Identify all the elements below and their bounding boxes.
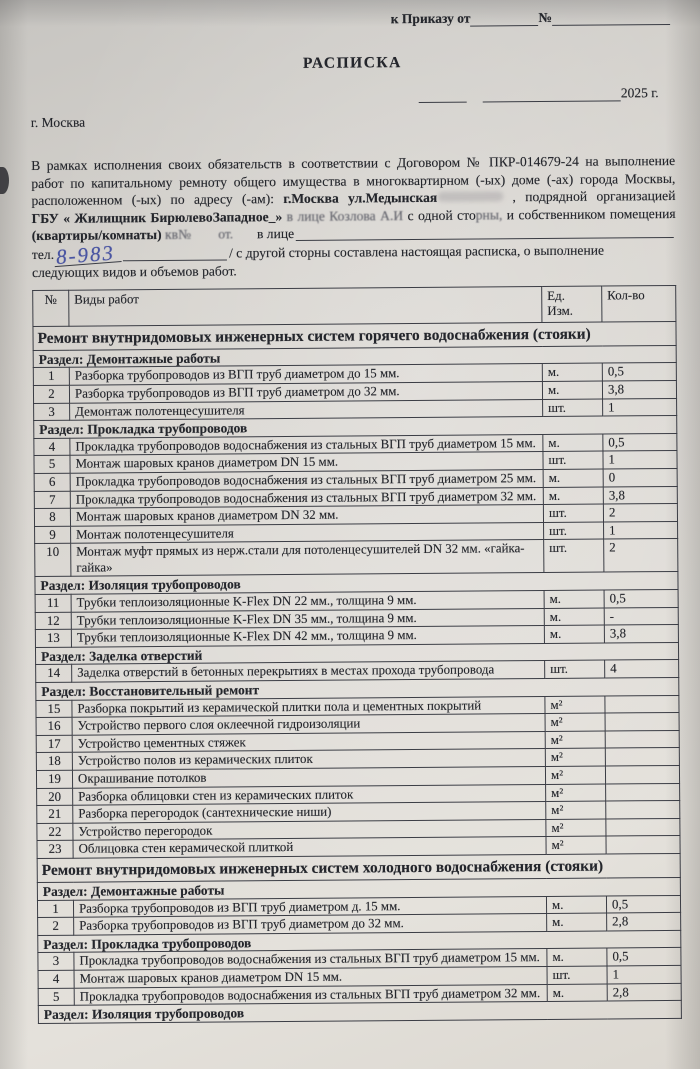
works-table-body — [33, 285, 682, 1023]
intro-line — [32, 259, 676, 282]
row-works: Разборка трубопроводов из ВГП труб диаметром до 32 мм. — [69, 381, 542, 402]
row-num: 16 — [36, 717, 72, 735]
row-works: Трубки теплоизоляционные K-Flex DN 35 мм., толщина 9 мм. — [71, 608, 544, 629]
text-segment: в лице — [256, 226, 295, 242]
row-works: Прокладка трубопроводов водоснабжения из стальных ВГП труб диаметром 15 мм. — [74, 949, 547, 970]
paper — [30, 9, 682, 1024]
row-unit: м. — [544, 608, 604, 626]
row-qty — [606, 801, 680, 819]
subsection-title: Раздел: Изоляция трубопроводов — [38, 1001, 681, 1024]
section-title: Ремонт внутнридомовых инженерных систем горячего водоснабжения (стояки) — [33, 321, 676, 350]
row-qty: 0 — [603, 468, 677, 486]
row-works: Окрашивание потолков — [72, 766, 545, 787]
row-qty: 0,5 — [603, 433, 677, 451]
row-num: 2 — [38, 917, 74, 935]
row-qty — [606, 818, 680, 836]
row-works: Прокладка трубопроводов водоснабжения из стальных ВГП труб диаметром 32 мм. — [74, 984, 547, 1005]
text-segment — [233, 226, 257, 244]
row-qty — [606, 783, 680, 801]
redacted-house-number — [437, 192, 503, 203]
smudged-text: рны, — [475, 207, 503, 223]
row-qty: 1 — [604, 521, 678, 539]
row-num: 17 — [36, 735, 72, 753]
row-unit: шт. — [543, 504, 603, 522]
row-unit: м. — [544, 625, 604, 643]
row-works: Прокладка трубопроводов водоснабжения из стальных ВГП труб диаметром 15 мм. — [70, 434, 543, 455]
row-num: 5 — [34, 456, 70, 474]
row-qty: 3,8 — [603, 486, 677, 504]
row-num: 9 — [35, 526, 71, 544]
row-qty: 3,8 — [602, 380, 676, 398]
row-qty: 4 — [605, 660, 679, 678]
row-qty: 3,8 — [604, 625, 678, 643]
row-works: Монтаж муфт прямых из нерж.стали для потоленцесушителей DN 32 мм. «гайка-гайка» — [71, 540, 544, 577]
row-num: 18 — [36, 753, 72, 771]
row-unit: шт. — [543, 451, 603, 469]
text-segment: (квартиры/комнаты) — [31, 227, 166, 244]
row-works: Монтаж полотенцесушителя — [71, 522, 544, 543]
row-unit: м. — [547, 913, 607, 931]
contractor-name: ГБУ « Жилищник БирюлевоЗападное_» — [31, 208, 287, 226]
row-unit: м² — [546, 819, 606, 837]
row-works: Прокладка трубопроводов водоснабжения из стальных ВГП труб диаметром 32 мм. — [70, 487, 543, 508]
row-num: 21 — [37, 805, 73, 823]
header-unit-line1: Ед. — [547, 288, 565, 303]
row-qty: 2,8 — [607, 913, 681, 931]
row-num: 13 — [35, 629, 71, 647]
row-num: 20 — [37, 788, 73, 806]
row-unit: м. — [543, 434, 603, 452]
row-qty: 0,5 — [604, 590, 678, 608]
date-line — [31, 85, 675, 106]
row-qty: 1 — [603, 451, 677, 469]
row-unit: м. — [543, 487, 603, 505]
row-num: 4 — [34, 438, 70, 456]
row-works: Разборка покрытий из керамической плитки пола и цементных покрытий — [72, 696, 545, 717]
row-unit: м² — [545, 713, 605, 731]
city-label: г. Москва — [30, 114, 86, 131]
row-num: 4 — [38, 970, 74, 988]
row-num: 8 — [34, 508, 70, 526]
row-num: 10 — [35, 544, 71, 577]
row-works: Разборка облицовки стен из керамических плиток — [73, 784, 546, 805]
row-unit: м. — [543, 469, 603, 487]
faded-apartment-label: кв№ — [164, 227, 192, 243]
row-num: 7 — [34, 491, 70, 509]
table-row — [35, 539, 678, 577]
text-segment: , подрядной организацией — [503, 188, 676, 205]
row-works: Устройство полов из керамических плиток — [72, 749, 545, 770]
row-works: Разборка трубопроводов из ВГП труб диаметром д. 15 мм. — [73, 896, 546, 917]
blank-line — [552, 12, 670, 26]
subsection-title: Раздел: Восстановительный ремонт — [36, 677, 679, 700]
subsection-title: Раздел: Изоляция трубопроводов — [35, 572, 678, 595]
works-table — [32, 285, 682, 1024]
row-qty: 0,5 — [606, 895, 680, 913]
row-qty — [605, 695, 679, 713]
row-qty: 1 — [607, 965, 681, 983]
corner-note-label: к Приказу от — [390, 10, 471, 27]
row-num: 15 — [36, 700, 72, 718]
row-unit: м² — [545, 696, 605, 714]
text-segment: следующих видов и объемов работ. — [31, 263, 237, 280]
row-num: 5 — [38, 988, 74, 1006]
faded-date-label: от. — [218, 226, 234, 242]
blank-line — [296, 227, 674, 241]
faded-representative-name: в лице Козлова А.И — [286, 207, 408, 224]
row-num: 11 — [35, 594, 71, 612]
row-works: Трубки теплоизоляционные K-Flex DN 22 мм., толщина 9 мм. — [71, 591, 544, 612]
row-unit: м² — [546, 836, 606, 854]
row-qty: 2 — [603, 504, 677, 522]
row-num: 19 — [36, 770, 72, 788]
row-qty: 2 — [604, 539, 678, 573]
intro-paragraph — [31, 152, 676, 282]
text-segment: и собственником помещения — [502, 205, 676, 223]
row-unit: шт. — [547, 966, 607, 984]
blank-line — [419, 90, 467, 103]
row-unit: м. — [542, 363, 602, 381]
subsection-title: Раздел: Демонтажные работы — [33, 345, 676, 368]
row-unit: м² — [545, 731, 605, 749]
header-num: № — [33, 290, 69, 326]
row-unit: шт. — [545, 660, 605, 678]
row-works: Облицовка стен керамической плиткой — [73, 837, 546, 858]
subsection-title: Раздел: Заделка отверстий — [35, 642, 678, 665]
row-works: Монтаж шаровых кранов диаметром DN 15 мм. — [74, 966, 547, 987]
row-unit: м² — [545, 748, 605, 766]
blank-line — [123, 249, 227, 261]
row-works: Устройство первого слоя оклеечной гидроизоляции — [72, 714, 545, 735]
header-unit — [542, 286, 602, 323]
row-qty: 2,8 — [607, 983, 681, 1001]
row-unit: м. — [546, 896, 606, 914]
row-qty — [606, 836, 680, 854]
subsection-title: Раздел: Демонтажные работы — [37, 877, 680, 900]
row-works: Заделка отверстий в бетонных перекрытиях в местах прохода трубопровода — [72, 661, 545, 682]
section-title: Ремонт внутнридомовых инженерных систем холодного водоснабжения (стояки) — [37, 853, 680, 882]
text-segment: с одной сто — [407, 207, 476, 223]
row-unit: шт. — [543, 399, 603, 417]
row-num: 14 — [36, 665, 72, 683]
row-works: Трубки теплоизоляционные K-Flex DN 42 мм., толщина 9 мм. — [71, 626, 544, 647]
row-unit: м² — [546, 784, 606, 802]
row-works: Разборка перегородок (сантехнические ниши) — [73, 802, 546, 823]
page-title: РАСПИСКА — [302, 54, 402, 72]
row-works: Устройство перегородок — [73, 819, 546, 840]
blank-line — [470, 13, 538, 27]
photo-edge-artifact — [0, 167, 9, 194]
row-qty: 0,5 — [607, 948, 681, 966]
row-works: Демонтаж полотенцесушителя — [70, 399, 543, 420]
corner-note-number-label: № — [538, 9, 553, 26]
corner-note — [30, 9, 674, 30]
row-qty: - — [604, 607, 678, 625]
row-qty: 0,5 — [602, 363, 676, 381]
header-unit-line2: Изм. — [547, 303, 574, 319]
table-header-row — [33, 285, 676, 326]
header-qty: Кол-во — [602, 285, 676, 322]
year-label: 2025 г. — [620, 85, 659, 101]
row-unit: м. — [542, 381, 602, 399]
row-works: Монтаж шаровых кранов диаметром DN 15 мм. — [70, 452, 543, 473]
row-qty — [605, 765, 679, 783]
row-unit: м² — [545, 766, 605, 784]
text-segment: тел. — [31, 247, 55, 263]
text-segment: расположенном (-ых) по адресу (-ам): — [31, 191, 284, 209]
header-works: Виды работ — [69, 286, 542, 326]
row-num: 2 — [33, 385, 69, 403]
row-num: 22 — [37, 823, 73, 841]
row-unit: м² — [546, 801, 606, 819]
text-segment: работ по капитальному ремноту общего имущества в многоквартирном (-ых) доме (-ах) города Москвы, — [31, 170, 676, 191]
row-num: 12 — [35, 612, 71, 630]
row-num: 23 — [37, 841, 73, 859]
row-works: Прокладка трубопроводов водоснабжения из стальных ВГП труб диаметром 25 мм. — [70, 469, 543, 490]
row-qty — [605, 713, 679, 731]
row-qty — [605, 730, 679, 748]
row-unit: м. — [547, 984, 607, 1002]
handwritten-phone: 8-983 — [53, 243, 121, 267]
row-works: Разборка трубопроводов из ВГП труб диаметром до 32 мм. — [74, 914, 547, 935]
row-works: Устройство цементных стяжек — [72, 731, 545, 752]
row-num: 1 — [33, 368, 69, 386]
row-works: Разборка трубопроводов из ВГП труб диаметром до 15 мм. — [69, 364, 542, 385]
text-segment: / с другой сторны составлена настоящая расписка, о выполнение — [228, 242, 605, 261]
subsection-title: Раздел: Прокладка трубопроводов — [38, 930, 681, 953]
row-unit: шт. — [544, 522, 604, 540]
blank-line — [483, 88, 621, 102]
row-qty — [605, 748, 679, 766]
row-num: 6 — [34, 473, 70, 491]
address-text: г.Москва ул.Медынская — [283, 190, 438, 207]
row-unit: м. — [544, 590, 604, 608]
row-num: 3 — [34, 403, 70, 421]
row-works: Монтаж шаровых кранов диаметром DN 32 мм. — [70, 505, 543, 526]
row-unit: м. — [547, 948, 607, 966]
text-segment: В рамках исполнения своих обязательств в соответствии с Договором № ПКР-014679-24 на выполнение — [31, 152, 676, 174]
subsection-title: Раздел: Прокладка трубопроводов — [34, 416, 677, 439]
row-unit: шт. — [544, 539, 604, 573]
row-num: 1 — [37, 900, 73, 918]
row-qty: 1 — [603, 398, 677, 416]
row-num: 3 — [38, 953, 74, 971]
text-segment — [191, 226, 218, 244]
